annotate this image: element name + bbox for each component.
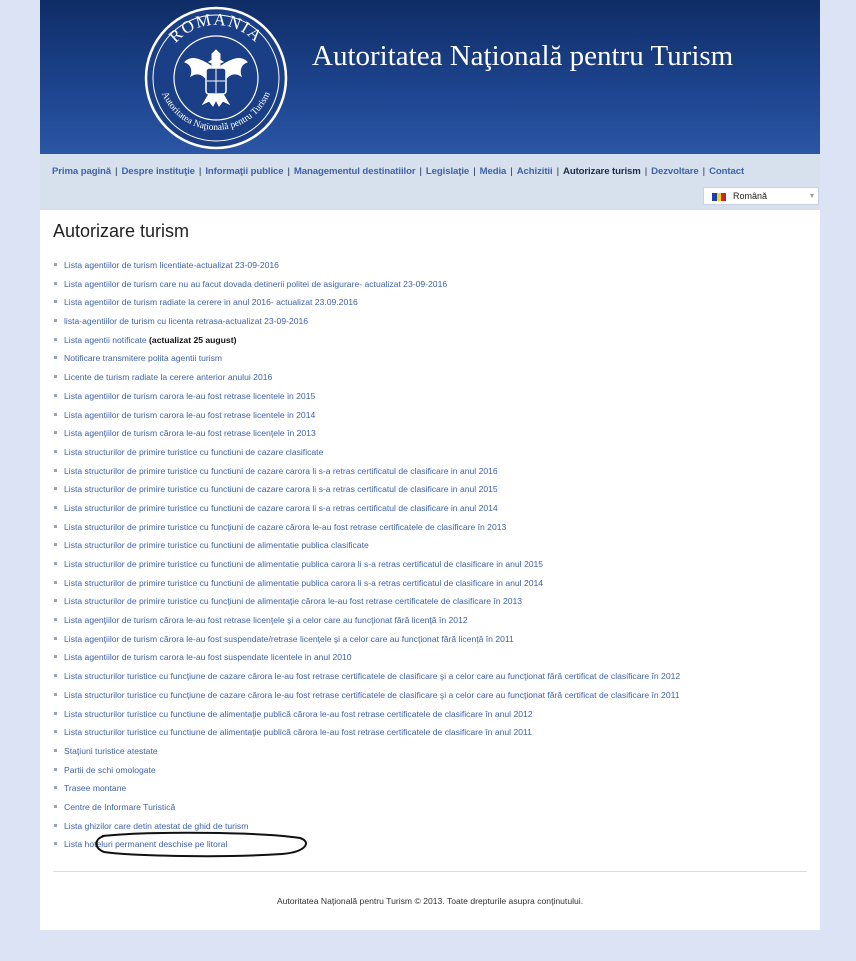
list-item: [53, 521, 680, 540]
document-link[interactable]: Notificare transmitere polita agentii turism: [64, 353, 223, 364]
document-link[interactable]: Lista agentii notificate: [64, 334, 147, 345]
document-link[interactable]: Partii de schi omologate: [64, 764, 156, 775]
list-item: [53, 764, 680, 783]
nav-item[interactable]: Despre instituţie: [121, 166, 195, 177]
list-item: [53, 820, 680, 839]
document-link[interactable]: Lista structurilor turistice cu funcţiune de cazare cărora le-au fost retrase certificatele de clasificare şi a celor care au funcţionat fără certificat de clasificare în 2012: [64, 671, 681, 682]
list-item: [53, 651, 680, 670]
nav-separator: |: [510, 166, 513, 177]
bullet-icon: [54, 450, 57, 453]
document-link[interactable]: Lista structurilor de primire turistice cu functiuni de cazare carora li s-a retras certificatul de clasificare in anul 2014: [64, 502, 498, 513]
bullet-icon: [54, 282, 57, 285]
bullet-icon: [54, 525, 57, 528]
nav-item[interactable]: Prima pagină: [52, 166, 112, 177]
list-item: [53, 801, 680, 820]
nav-separator: |: [644, 166, 648, 177]
nav-item[interactable]: Media: [479, 166, 507, 177]
nav-item[interactable]: Contact: [709, 166, 745, 177]
bullet-icon: [54, 674, 57, 677]
list-item: [53, 708, 680, 727]
site-header: [40, 0, 820, 154]
page-container: [40, 0, 820, 930]
svg-text:ROMANIA: ROMANIA: [165, 9, 267, 47]
bullet-icon: [54, 824, 57, 827]
bullet-icon: [54, 319, 57, 322]
document-link[interactable]: Lista structurilor de primire turistice cu funcţiuni de alimentaţie cărora le-au fost retrase certificatele de clasificare în 2013: [64, 596, 523, 607]
bullet-icon: [54, 599, 57, 602]
document-link[interactable]: Staţiuni turistice atestate: [64, 745, 158, 756]
list-item: [53, 427, 680, 446]
bullet-icon: [54, 543, 57, 546]
document-link[interactable]: Trasee montane: [64, 783, 127, 794]
list-item: [53, 352, 680, 371]
document-link[interactable]: Lista agenţiilor de turism cărora le-au fost retrase licenţele şi a celor care au funcţionat fără licenţă în 2012: [64, 615, 468, 626]
bullet-icon: [54, 338, 57, 341]
list-item: [53, 633, 680, 652]
document-link[interactable]: Lista agentiilor de turism care nu au facut dovada detinerii politei de asigurare- actualizat 23-09-2016: [64, 278, 448, 289]
document-link[interactable]: Lista structurilor de primire turistice cu functiuni de cazare clasificate: [64, 446, 324, 457]
site-title: Autoritatea Naţională pentru Turism: [312, 40, 734, 72]
nav-item[interactable]: Dezvoltare: [651, 166, 699, 177]
document-link[interactable]: Lista structurilor de primire turistice cu funcţiuni de cazare cărora le-au fost retrase certificatele de clasificare în 2013: [64, 521, 507, 532]
document-link[interactable]: Lista structurilor turistice cu functiune de alimentaţie publică cărora le-au fost retrase certificatele de clasificare în anul 2012: [64, 708, 533, 719]
document-link[interactable]: lista-agentiilor de turism cu licenta retrasa-actualizat 23-09-2016: [64, 316, 309, 327]
nav-item[interactable]: Informaţii publice: [205, 166, 284, 177]
list-item: [53, 390, 680, 409]
language-selected-label: Română: [733, 191, 768, 201]
document-link[interactable]: Lista structurilor de primire turistice cu functiuni de alimentatie publica carora li s-a retras certificatul de clasificare in anul 2014: [64, 577, 544, 588]
list-item: [53, 259, 680, 278]
nav-links: [52, 166, 810, 177]
bullet-icon: [54, 712, 57, 715]
list-item: [53, 315, 680, 334]
document-link[interactable]: Lista structurilor de primire turistice cu functiuni de alimentatie publica clasificate: [64, 540, 369, 551]
list-item: [53, 502, 680, 521]
nav-item[interactable]: Achizitii: [516, 166, 553, 177]
romania-flag-icon: [712, 193, 726, 201]
bullet-icon: [54, 655, 57, 658]
nav-separator: |: [556, 166, 559, 177]
nav-separator: |: [115, 166, 118, 177]
language-select[interactable]: [703, 187, 819, 205]
nav-item[interactable]: Autorizare turism: [562, 166, 641, 177]
document-link[interactable]: Lista structurilor de primire turistice cu functiuni de cazare carora li s-a retras certificatul de clasificare in anul 2016: [64, 465, 498, 476]
bullet-icon: [54, 394, 57, 397]
nav-separator: |: [419, 166, 422, 177]
list-item: [53, 278, 680, 297]
document-link[interactable]: Lista agentiilor de turism carora le-au fost retrase licentele in 2014: [64, 409, 316, 420]
bullet-icon: [54, 693, 57, 696]
bullet-icon: [54, 469, 57, 472]
nav-separator: |: [473, 166, 476, 177]
list-item: [53, 689, 680, 708]
nav-separator: |: [198, 166, 202, 177]
footer-divider: [53, 871, 807, 872]
list-item: [53, 483, 680, 502]
list-item: [53, 838, 680, 857]
page-title: Autorizare turism: [53, 221, 190, 241]
bullet-icon: [54, 263, 57, 266]
document-link[interactable]: Lista structurilor turistice cu funcţiune de cazare cărora le-au fost retrase certificatele de clasificare şi a celor care au funcţionat fără certificat de clasificare în 2011: [64, 689, 680, 700]
list-item: [53, 726, 680, 745]
bullet-icon: [54, 300, 57, 303]
bullet-icon: [54, 356, 57, 359]
bullet-icon: [54, 431, 57, 434]
list-item: [53, 539, 680, 558]
list-item: [53, 334, 680, 353]
bullet-icon: [54, 581, 57, 584]
document-link[interactable]: Lista hoteluri permanent deschise pe litoral: [64, 839, 228, 850]
document-link-list: [53, 259, 680, 857]
bullet-icon: [54, 842, 57, 845]
bullet-icon: [54, 805, 57, 808]
nav-separator: |: [287, 166, 290, 177]
document-link[interactable]: Lista agenţiilor de turism cărora le-au fost suspendate/retrase licenţele şi a celor care au funcţionat fără licenţă în 2011: [64, 633, 514, 644]
list-item: [53, 577, 680, 596]
document-link[interactable]: Lista agentiilor de turism carora le-au fost suspendate licentele in anul 2010: [64, 652, 352, 663]
bullet-icon: [54, 487, 57, 490]
bullet-icon: [54, 562, 57, 565]
list-item: [53, 296, 680, 315]
list-item: [53, 782, 680, 801]
bullet-icon: [54, 786, 57, 789]
nav-separator: |: [702, 166, 706, 177]
bullet-icon: [54, 730, 57, 733]
document-link[interactable]: Licente de turism radiate la cerere anterior anului 2016: [64, 372, 273, 383]
document-link[interactable]: Lista structurilor turistice cu functiune de alimentaţie publică cărora le-au fost retrase certificatele de clasificare în anul 2011: [64, 727, 532, 738]
list-item: [53, 446, 680, 465]
list-item: [53, 465, 680, 484]
nav-item[interactable]: Legislaţie: [425, 166, 470, 177]
footer-copyright: Autoritatea Naţională pentru Turism © 2013. Toate drepturile asupra conţinutului.: [276, 896, 584, 906]
document-link[interactable]: Lista agenţiilor de turism cărora le-au fost retrase licenţele în 2013: [64, 428, 316, 439]
svg-text:Autoritatea Naţională pentru T: Autoritatea Naţională pentru Turism: [159, 90, 273, 134]
list-item: [53, 670, 680, 689]
document-link[interactable]: Lista structurilor de primire turistice cu functiuni de cazare carora li s-a retras certificatul de clasificare in anul 2015: [64, 484, 498, 495]
bullet-icon: [54, 413, 57, 416]
bullet-icon: [54, 375, 57, 378]
list-item: [53, 745, 680, 764]
nav-item[interactable]: Managementul destinatiilor: [293, 166, 416, 177]
update-note: (actualizat 25 august): [149, 334, 237, 345]
romania-seal-logo: [141, 6, 291, 151]
document-link[interactable]: Lista agentiilor de turism carora le-au fost retrase licentele in 2015: [64, 390, 316, 401]
document-link[interactable]: Lista structurilor de primire turistice cu functiuni de alimentatie publica carora li s-a retras certificatul de clasificare in anul 2015: [64, 559, 544, 569]
list-item: [53, 371, 680, 390]
list-item: [53, 614, 680, 633]
list-item: [53, 409, 680, 428]
bullet-icon: [54, 768, 57, 771]
chevron-down-icon[interactable]: ▾: [809, 191, 814, 200]
bullet-icon: [54, 618, 57, 621]
document-link[interactable]: Centre de Informare Turistică: [64, 801, 176, 812]
document-link[interactable]: Lista agentiilor de turism licentiate-actualizat 23-09-2016: [64, 260, 279, 270]
document-link[interactable]: Lista agentiilor de turism radiate la cerere in anul 2016- actualizat 23.09.2016: [64, 297, 358, 308]
bullet-icon: [54, 506, 57, 509]
bullet-icon: [54, 749, 57, 752]
list-item: [53, 595, 680, 614]
list-item: [53, 558, 680, 577]
bullet-icon: [54, 637, 57, 640]
document-link[interactable]: Lista ghizilor care detin atestat de ghid de turism: [64, 820, 249, 831]
